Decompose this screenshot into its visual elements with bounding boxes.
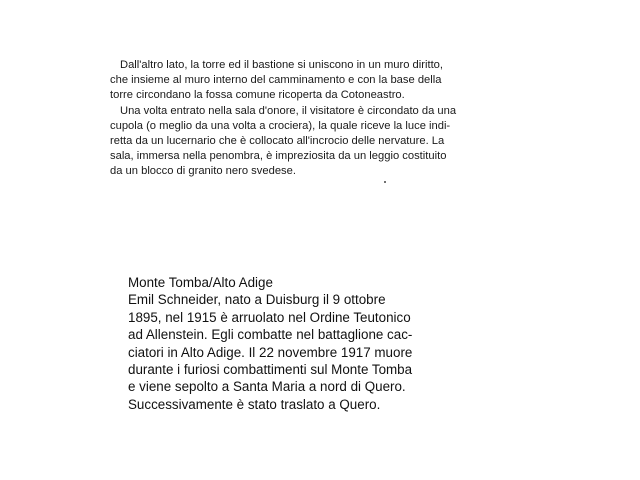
caption-line: e viene sepolto a Santa Maria a nord di Quero. (128, 379, 406, 395)
caption-line: ad Allenstein. Egli combatte nel battaglione cac- (128, 327, 413, 343)
upper-paragraphs (110, 58, 530, 180)
caption-block (128, 274, 508, 413)
text-line: che insieme al muro interno del camminamento e con la base della (110, 74, 442, 87)
text-line: cupola (o meglio da una volta a crociera), la quale riceve la luce indi- (110, 119, 451, 132)
caption-line: Emil Schneider, nato a Duisburg il 9 ottobre (128, 292, 386, 308)
scan-speck (384, 181, 386, 183)
text-line: retta da un lucernario che è collocato all'incrocio delle nervature. La (110, 135, 445, 148)
text-line: sala, immersa nella penombra, è impreziosita da un leggio costituito (110, 150, 447, 163)
text-line: Dall'altro lato, la torre ed il bastione si uniscono in un muro diritto, (120, 59, 444, 71)
caption-line: 1895, nel 1915 è arruolato nel Ordine Teutonico (128, 309, 411, 325)
caption-line: Successivamente è stato traslato a Quero. (128, 396, 381, 412)
text-line: torre circondano la fossa comune ricoperta da Cotoneastro. (110, 89, 405, 102)
caption-line: durante i furiosi combattimenti sul Monte Tomba (128, 362, 413, 378)
text-line: Una volta entrato nella sala d'onore, il visitatore è circondato da una (120, 104, 457, 117)
caption-line: ciatori in Alto Adige. Il 22 novembre 1917 muore (128, 344, 413, 360)
text-line: da un blocco di granito nero svedese. (110, 165, 296, 178)
caption-heading: Monte Tomba/Alto Adige (128, 275, 273, 290)
